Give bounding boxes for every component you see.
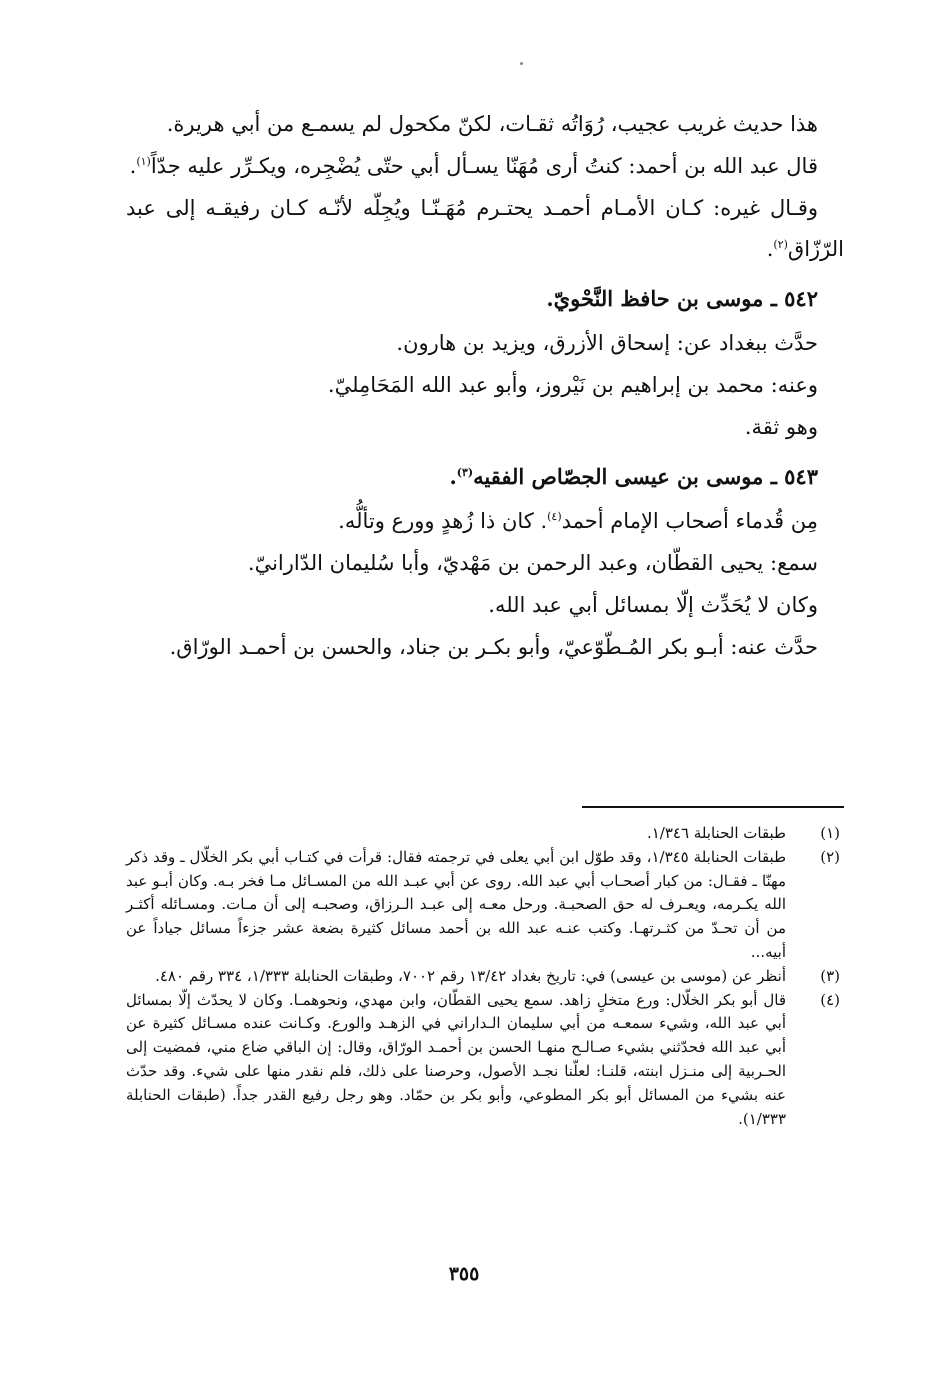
footnote-ref[interactable]: (٤)	[547, 510, 562, 523]
entry-line-text: . كان ذا زُهدٍ وورع وتألُّه.	[338, 509, 548, 533]
entry-line-text: سمع: يحيى القطّان، وعبد الرحمن بن مَهْديّ، وأبا سُليمان الدّارانيّ.	[247, 551, 818, 575]
entry-543-line	[126, 585, 844, 626]
entry-543-title	[126, 456, 844, 497]
entry-line-text: مِن قُدماء أصحاب الإمام أحمد	[561, 509, 818, 533]
footnote-number: (١)	[820, 824, 840, 842]
footnote-ref[interactable]: (٢)	[773, 238, 788, 251]
paragraph-end: .	[129, 154, 137, 178]
paragraph-abdullah-quote	[126, 146, 844, 187]
footnote	[126, 965, 844, 989]
entry-title-text: ٥٤٢ ـ موسى بن حافظ النَّحْويّ.	[546, 286, 818, 311]
paragraph-others-quote	[126, 188, 844, 270]
entry-542-line	[126, 323, 844, 364]
paragraph-text: وقـال غيره: كـان الأمـام أحمـد يحتـرم مُهَـنّـا ويُجِلّه لأنّـه كـان رفيقـه إلى عبد الرّزّاق	[126, 196, 844, 261]
footnote-ref[interactable]: (٣)	[456, 466, 474, 479]
entry-542-title	[126, 278, 844, 319]
paragraph-text: هذا حديث غريب عجيب، رُوَاتُه ثقـات، لكنّ مكحول لم يسمـع من أبي هريرة.	[166, 112, 818, 136]
footnote-text: طبقات الحنابلة ١/٣٤٥، وقد طوّل ابن أبي يعلى في ترجمته فقال: قرأت في كتـاب أبي بكر الخلّال ـ وقد ذكر مهنّا ـ فقـال: من كبار أصحـاب أبي عبد الله. روى عن أبي عبـد الله من المسـائل مـا فخر بـه. وكان أبـو عبد الله يكـرمه، ويعـرف له حق الصحبـة. ورحل معـه إلى عبـد الـرزاق، وصحبـه إلى أن مـات. ومسـائله أكثـر من أن تحـدّ من كثـرتهـا. وكتب عنـه عبد الله بن أحمد مسائل كثيرة بضعة عشر جزءاً مسائل جياداً عن أبيه...	[126, 847, 787, 961]
page-number: ٣٥٥	[448, 1263, 480, 1285]
entry-543-line	[126, 501, 844, 542]
entry-line-text: حدَّث عنه: أبـو بكر المُـطّوّعيّ، وأبو بكـر بن جناد، والحسن بن أحمـد الورّاق.	[169, 635, 818, 659]
entry-line-text: حدَّث ببغداد عن: إسحاق الأزرق، ويزيد بن هارون.	[396, 331, 818, 355]
footnote-number: (٤)	[820, 990, 840, 1009]
paragraph-text: قال عبد الله بن أحمد: كنتُ أرى مُهَنّا يسـأل أبي حتّى يُضْجِره، ويكـرِّر عليه جدّاً	[150, 154, 818, 178]
paragraph-end: .	[766, 237, 774, 261]
footnote	[126, 822, 844, 846]
footnote	[126, 989, 844, 1132]
entry-542-line	[126, 407, 844, 448]
main-text	[126, 104, 844, 669]
footnote-text: طبقات الحنابلة ١/٣٤٦.	[646, 824, 786, 842]
entry-542-line	[126, 365, 844, 406]
entry-543-line	[126, 543, 844, 584]
footnote-ref[interactable]: (١)	[136, 155, 151, 168]
entry-title-text: ٥٤٣ ـ موسى بن عيسى الجصّاص الفقيه	[473, 464, 818, 489]
footnote-text: أنظر عن (موسى بن عيسى) في: تاريخ بغداد ١٣/٤٢ رقم ٧٠٠٢، وطبقات الحنابلة ١/٣٣٣، ٣٣٤ رقم ٤٨٠.	[155, 966, 786, 985]
entry-title-end: .	[449, 464, 457, 489]
entry-543-line	[126, 627, 844, 668]
paragraph-hadith-note	[126, 104, 844, 145]
footnote-separator	[582, 806, 844, 808]
entry-line-text: وهو ثقة.	[744, 415, 818, 439]
footnote	[126, 846, 844, 965]
footnote-text: قال أبو بكر الخلّال: ورع متخلٍ زاهد. سمع يحيى القطّان، وابن مهدي، ونحوهمـا. وكان لا يحدّث إلّا بمسائل أبي عبد الله، وشيء سمعـه من أبي سليمان الـداراني في الزهـد والورع. وكـانت عنده مسـائل كثيرة عن أبي عبد الله فحدّثني بشيء صـالـح منهـا الحسن بن أحمـد الورّاق، وقال: إن الباقي ضاع مني، فمضيت إلى الحـربية إلى منـزل ابنته، قلنـا: لعلّنا نجـد الأصول، وحرصنا على ذلك، فلم نقدر منها على شيء. وقد حدّث عنه بشيء من المسائل أبو بكر المطوعي، وأبو بكر بن حمّاد. وهو رجل رفيع القدر جداً. (طبقات الحنابلة ١/٣٣٣).	[126, 990, 786, 1128]
entry-line-text: وكان لا يُحَدِّث إلّا بمسائل أبي عبد الله.	[488, 593, 818, 617]
footnote-number: (٢)	[820, 847, 840, 866]
footnote-number: (٣)	[820, 966, 840, 985]
footnotes	[126, 822, 844, 1131]
speck-mark	[520, 62, 523, 65]
entry-line-text: وعنه: محمد بن إبراهيم بن نَيْروز، وأبو عبد الله المَحَامِليّ.	[327, 373, 818, 397]
